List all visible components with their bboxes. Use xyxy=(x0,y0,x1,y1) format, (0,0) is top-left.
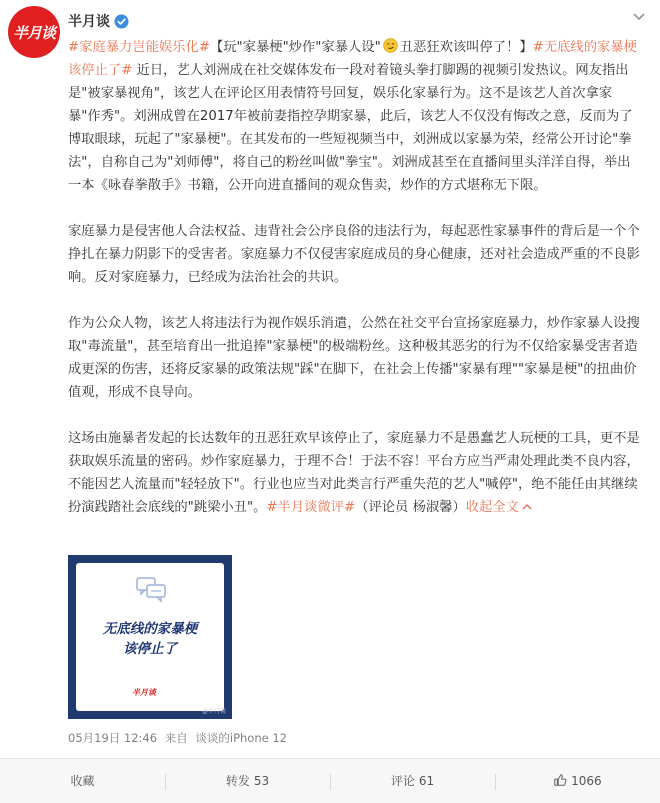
author-name[interactable]: 半月谈 xyxy=(68,14,110,30)
paragraph-1-text: 近日，艺人刘洲成在社交媒体发布一段对着镜头拳打脚踢的视频引发热议。网友指出是"被家暴视角"，该艺人在评论区用表情符号回复，娱乐化家暴行为。这不是该艺人首次拿家暴"作秀"。刘洲成曾在2017年被前妻指控孕期家暴，此后，该艺人不仅没有悔改之意，反而为了博取眼球，玩起了"家暴梗"。在其发布的一些短视频当中，刘洲成以家暴为荣，经常公开讨论"拳法"，自称自己为"刘师傅"，将自己的粉丝叫做"拳宝"。刘洲成甚至在直播间里头洋洋自得，举出一本《咏春拳散手》书籍，公开向进直播间的观众售卖，炒作的方式堪称无下限。 xyxy=(68,63,633,193)
paragraph-1 xyxy=(68,36,640,197)
like-count: 1066 xyxy=(571,773,602,788)
favorite-label: 收藏 xyxy=(70,773,95,788)
paragraph-4 xyxy=(68,427,640,519)
source-prefix: 来自 xyxy=(164,731,188,745)
repost-count: 53 xyxy=(253,773,270,788)
repost-label: 转发 xyxy=(225,773,250,788)
paragraph-3: 作为公众人物，该艺人将违法行为视作娱乐消遣，公然在社交平台宣扬家庭暴力，炒作家暴人设搜取"毒流量"，甚至培育出一批追捧"家暴梗"的极端粉丝。这种极其恶劣的行为不仅给家暴受害者造成更深的伤害，还将反家暴的政策法规"踩"在脚下，在社会上传播"家暴有理""家暴是梗"的扭曲价值观，形成不良导向。 xyxy=(68,316,640,400)
paragraph-2: 家庭暴力是侵害他人合法权益、违背社会公序良俗的违法行为，每起恶性家暴事件的背后是一个个挣扎在暴力阴影下的受害者。家庭暴力不仅侵害家庭成员的身心健康，还对社会造成严重的不良影响。反对家庭暴力，已经成为法治社会的共识。 xyxy=(68,224,640,285)
image-caption-line-1: 无底线的家暴梗 xyxy=(102,621,198,637)
comment-button[interactable] xyxy=(330,759,495,803)
collapse-label: 收起全文 xyxy=(465,500,519,515)
avatar[interactable] xyxy=(8,6,60,58)
chat-bubbles-icon xyxy=(136,577,166,603)
comment-count: 61 xyxy=(418,773,435,788)
post-content xyxy=(68,36,640,519)
favorite-button[interactable] xyxy=(0,759,165,803)
chevron-up-icon xyxy=(522,503,532,510)
image-logo: 半月谈 xyxy=(132,688,156,697)
repost-button[interactable] xyxy=(165,759,330,803)
topic-link-1[interactable]: #家庭暴力岂能娱乐化# xyxy=(68,40,210,55)
chevron-down-icon[interactable] xyxy=(632,12,646,22)
verified-icon xyxy=(114,14,129,29)
image-caption xyxy=(82,619,218,659)
smirk-emoji-icon xyxy=(383,38,398,53)
author-credit: （评论员 杨淑馨） xyxy=(355,500,466,515)
post-meta xyxy=(68,730,287,746)
post-title: 【玩"家暴梗"炒作"家暴人设" xyxy=(209,40,381,55)
collapse-link[interactable] xyxy=(466,500,532,515)
post-source[interactable]: 谈谈的iPhone 12 xyxy=(195,731,287,745)
thumbs-up-icon xyxy=(553,773,567,787)
image-caption-line-2: 该停止了 xyxy=(123,641,177,657)
paragraph-4-text: 这场由施暴者发起的长达数年的丑恶狂欢早该停止了，家庭暴力不是愚蠢艺人玩梗的工具，更不是获取娱乐流量的密码。炒作家庭暴力，于理不合！于法不容！平台方应当严肃处理此类不良内容，不能因艺人流量而"轻轻放下"。行业也应当对此类言行严重失范的艺人"喊停"，绝不能任由其继续扮演践踏社会底线的"跳梁小丑"。 xyxy=(68,431,640,515)
action-bar xyxy=(0,758,660,803)
avatar-logo-text: 半月谈 xyxy=(12,23,55,42)
post-title-end: 丑恶狂欢该叫停了！】 xyxy=(399,40,533,55)
topic-link-2[interactable]: #无底线的家暴梗该停止了# xyxy=(68,40,637,78)
author-row xyxy=(68,10,129,32)
like-button[interactable] xyxy=(495,759,660,803)
topic-link-3[interactable]: #半月谈微评# xyxy=(266,500,356,515)
post-time[interactable]: 05月19日 12:46 xyxy=(68,731,158,745)
image-watermark: @半月谈 xyxy=(201,708,226,715)
post-image[interactable] xyxy=(68,555,232,719)
post-image-card xyxy=(76,563,224,711)
comment-label: 评论 xyxy=(390,773,415,788)
